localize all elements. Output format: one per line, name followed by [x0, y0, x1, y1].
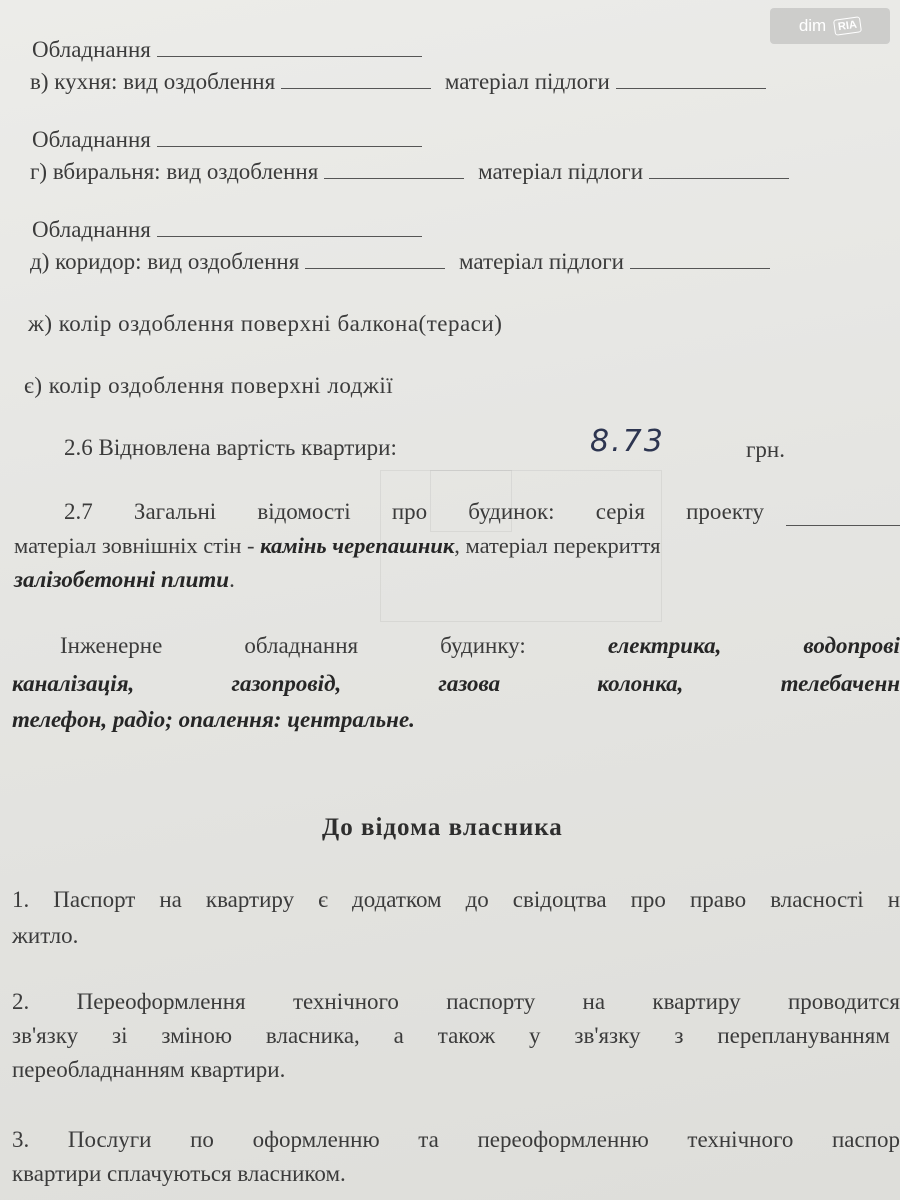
- dimria-watermark: [770, 8, 890, 44]
- corridor-finish-line: д) коридор: вид оздоблення матеріал підлоги: [30, 248, 770, 276]
- loggia-color-line: є) колір оздоблення поверхні лоджії: [24, 373, 394, 398]
- kitchen-equipment-blank: [157, 36, 422, 57]
- kitchen-finish-line: в) кухня: вид оздоблення матеріал підлоги: [30, 68, 766, 96]
- restored-value-label: 2.6 Відновлена вартість квартири:: [64, 435, 397, 460]
- engineering-line2: каналізація, газопровід, газова колонка, телебаченн: [12, 671, 900, 696]
- corridor-equipment-blank: [157, 216, 422, 237]
- restored-value-currency: грн.: [746, 437, 785, 462]
- toilet-equipment-blank: [157, 126, 422, 147]
- notice-item2-line2: зв'язку зі зміною власника, а також у зв'язку з переплануванням: [12, 1023, 890, 1048]
- kitchen-finish-blank: [281, 68, 431, 89]
- project-series-blank: [786, 505, 900, 526]
- toilet-floor-blank: [649, 158, 789, 179]
- building-info-line1: 2.7 Загальні відомості про будинок: серія проекту: [64, 499, 764, 524]
- watermark-badge: RIA: [833, 16, 862, 36]
- toilet-finish-blank: [324, 158, 464, 179]
- notice-item1-line2: житло.: [12, 923, 79, 948]
- corridor-equipment-line: Обладнання: [32, 216, 422, 244]
- corridor-floor-blank: [630, 248, 770, 269]
- ceiling-material-value: залізобетонні плити: [14, 567, 230, 592]
- notice-item3-line2: квартири сплачуються власником.: [12, 1161, 346, 1186]
- toilet-finish-line: г) вбиральня: вид оздоблення матеріал підлоги: [30, 158, 789, 186]
- notice-item2-line3: переобладнанням квартири.: [12, 1057, 286, 1082]
- notice-item3-line1: 3. Послуги по оформленню та переоформленню технічного паспор: [12, 1127, 900, 1152]
- notice-item1-line1: 1. Паспорт на квартиру є додатком до свідоцтва про право власності н: [12, 887, 900, 912]
- corridor-finish-blank: [305, 248, 445, 269]
- engineering-line1: Інженерне обладнання будинку: електрика, водопрові: [60, 633, 900, 658]
- kitchen-equipment-line: Обладнання: [32, 36, 422, 64]
- toilet-equipment-line: Обладнання: [32, 126, 422, 154]
- walls-material-value: камінь черепашник: [260, 533, 455, 558]
- watermark-brand: dim: [798, 16, 827, 35]
- building-ceiling-line: залізобетонні плити.: [14, 567, 235, 592]
- kitchen-floor-blank: [616, 68, 766, 89]
- engineering-line3: телефон, радіо; опалення: центральне.: [12, 707, 415, 732]
- balcony-color-line: ж) колір оздоблення поверхні балкона(тераси): [28, 311, 503, 336]
- restored-value-handwritten: 8.73: [590, 424, 665, 459]
- owner-notice-title: До відома власника: [322, 814, 563, 841]
- building-walls-line: матеріал зовнішніх стін - камінь черепашник, матеріал перекриття: [14, 533, 661, 558]
- notice-item2-line1: 2. Переоформлення технічного паспорту на квартиру проводится: [12, 989, 900, 1014]
